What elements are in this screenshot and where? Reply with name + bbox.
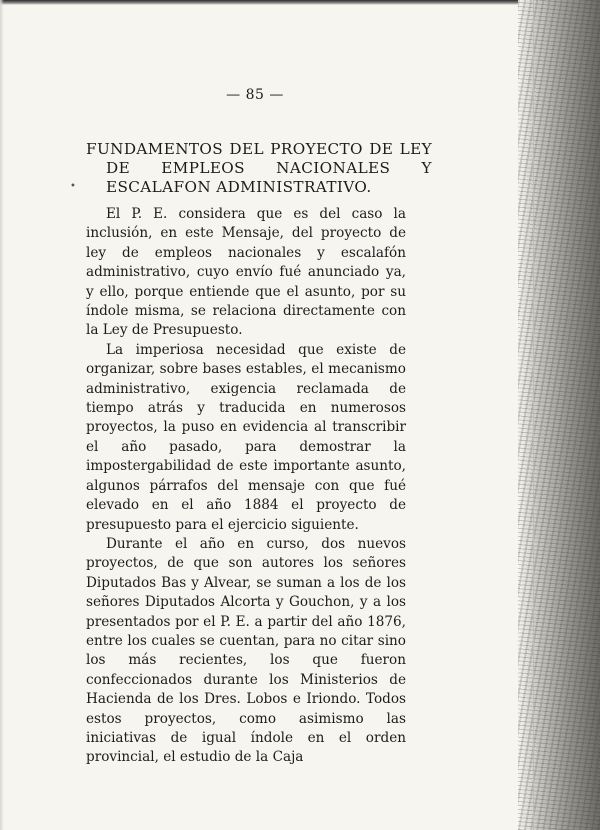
page-top-edge <box>0 0 600 5</box>
body-text <box>86 205 406 768</box>
paragraph-1: El P. E. considera que es del caso la inclusión, en este Mensaje, del proyecto de ley de empleos nacionales y escalafón administrativo, cuyo envío fué anunciado ya, y ello, porque entiende que el asunto, por su índole misma, se relaciona directamente con la Ley de Presupuesto. <box>86 206 406 339</box>
section-title: FUNDAMENTOS DEL PROYECTO DE LEY DE EMPLEOS NACIONALES Y ESCALAFON ADMINISTRATIVO. <box>86 140 432 196</box>
ink-speck: • <box>70 181 76 192</box>
page-number: — 85 — <box>226 87 284 103</box>
paragraph-2: La imperiosa necesidad que existe de organizar, sobre bases estables, el mecanismo administrativo, exigencia reclamada de tiempo atrás y traducida en numerosos proyectos, la puso en evidencia al transcribir el año pasado, para demostrar la impostergabilidad de este importante asunto, algunos párrafos del mensaje con que fué elevado en el año 1884 el proyecto de presupuesto para el ejercicio siguiente. <box>86 341 406 533</box>
paragraph-3: Durante el año en curso, dos nuevos proyectos, de que son autores los señores Diputados Bas y Alvear, se suman a los de los señores Diputados Alcorta y Gouchon, y a los presentados por el P. E. a partir del año 1876, entre los cuales se cuentan, para no citar sino los más recientes, los que fueron confeccionados durante los Ministerios de Hacienda de los Dres. Lobos e Iriondo. Todos estos proyectos, como asimismo las iniciativas de igual índole en el orden provincial, el estudio de la Caja <box>86 535 406 766</box>
page-left-edge <box>0 0 4 830</box>
book-binding-edge <box>518 0 600 830</box>
page-fold-line <box>533 0 534 830</box>
